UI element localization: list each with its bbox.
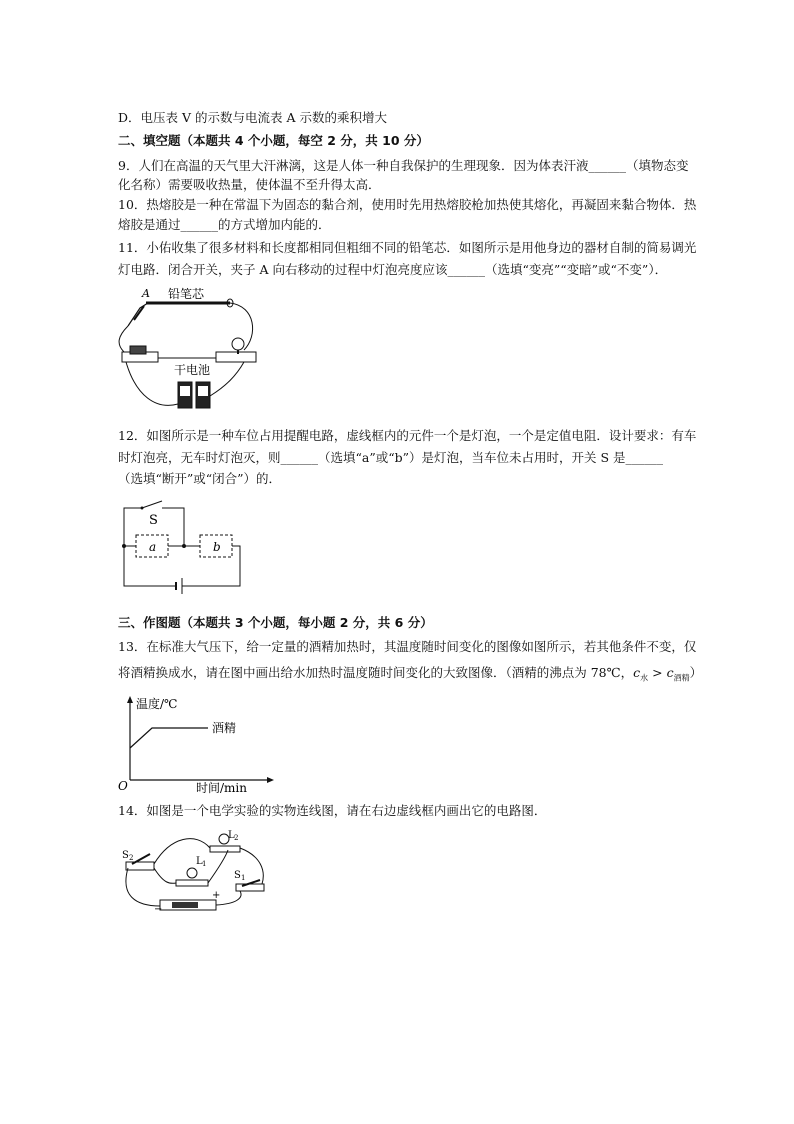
graph-y-label: 温度/℃ [136, 697, 178, 711]
wire-l1-l2 [208, 850, 228, 883]
switch-knife [130, 346, 146, 354]
l1-bulb [187, 868, 197, 878]
q13-sub-water: 水 [640, 673, 649, 683]
q12-text-b: （选填“a”或“b”）是灯泡，当车位未占用时，开关 S 是 [318, 450, 626, 465]
label-s1: S [234, 870, 241, 881]
l2-board [210, 846, 240, 852]
wire-s2-battery [126, 868, 160, 906]
label-a: A [142, 287, 150, 300]
q13-close: ） [689, 665, 703, 680]
bulb-glass [232, 338, 244, 350]
q12-text-a: 时灯泡亮，无车时灯泡灭，则 [118, 450, 281, 465]
q12-line1: 12．如图所示是一种车位占用提醒电路，虚线框内的元件一个是灯泡，一个是定值电阻．设计要求：有车 [118, 428, 697, 443]
clip-a-jaw [134, 306, 144, 320]
q13-sub-alcohol: 酒精 [673, 673, 690, 683]
switch-s-blade [142, 501, 162, 508]
q13-text-a: 将酒精换成水，请在图中画出给水加热时温度随时间变化的大致图像．（酒精的沸点为 78℃， [118, 665, 634, 680]
q9-text-b: （填物态变 [625, 158, 689, 173]
label-s1-sub: 1 [241, 874, 246, 882]
q12-line3: （选填“断开”或“闭合”）的． [118, 471, 282, 486]
q12-blank1: ______ [280, 450, 319, 465]
q11-blank: ______ [447, 262, 485, 277]
q9-line2: 化名称）需要吸收热量，使体温不至升得太高． [118, 177, 381, 192]
label-l1-sub: 1 [202, 860, 207, 868]
graph-curve-label: 酒精 [212, 721, 237, 735]
switch-s-pivot [141, 507, 144, 510]
q10-blank: ______ [180, 217, 219, 232]
q11-figure [116, 286, 266, 414]
graph-alcohol-curve [130, 728, 208, 748]
q10-text-b: 的方式增加内能的． [218, 217, 331, 232]
battery-2-label [198, 386, 208, 396]
section3-heading: 三、作图题（本题共 3 个小题，每小题 2 分，共 6 分） [118, 615, 433, 630]
label-battery: 干电池 [174, 363, 211, 377]
graph-x-label: 时间/min [196, 781, 247, 794]
q11-text-b: （选填“变亮”“变暗”或“不变”）． [484, 262, 668, 277]
graph-y-arrow [127, 696, 133, 703]
battery-1-label [180, 386, 190, 396]
q9-blank: ______ [588, 158, 626, 173]
q12-blank2: ______ [625, 450, 664, 465]
label-s2: S [122, 850, 129, 861]
battery-cell [172, 902, 198, 908]
q10-line2 [118, 217, 678, 233]
graph-origin: O [118, 779, 128, 793]
q13-gt: > [648, 665, 667, 680]
wire-battery-to-bulb [210, 362, 244, 396]
q8-option-d: D．电压表 V 的示数与电流表 A 示数的乘积增大 [118, 110, 387, 125]
label-plus: + [212, 890, 221, 901]
label-pencil-lead: 铅笔芯 [168, 287, 205, 301]
q9-text-a: 9．人们在高温的天气里大汗淋漓，这是人体一种自我保护的生理现象．因为体表汗液 [118, 158, 589, 173]
label-l2-sub: 2 [234, 834, 239, 842]
label-minus: − [154, 904, 163, 915]
q11-text-a: 灯电路．闭合开关，夹子 A 向右移动的过程中灯泡亮度应该 [118, 262, 448, 277]
label-b: b [213, 540, 221, 554]
label-l2: L [228, 830, 235, 841]
wire-s2-l1 [154, 868, 176, 883]
wire-right-bottom [182, 546, 240, 586]
q14-line1: 14．如图是一个电学实验的实物连线图，请在右边虚线框内画出它的电路图． [118, 803, 547, 818]
s1-board [236, 884, 264, 891]
q9-line1 [118, 158, 689, 174]
s2-board [126, 862, 154, 870]
wire-top-left [124, 508, 142, 546]
wire-right [230, 303, 253, 350]
q11-line2 [118, 262, 678, 278]
q13-c-water: c [633, 665, 641, 680]
label-s: S [149, 513, 158, 528]
bulb-board [216, 352, 256, 362]
q11-line1: 11．小佑收集了很多材料和长度都相同但粗细不同的铅笔芯．如图所示是用他身边的器材自制的简易调光 [118, 240, 697, 255]
q13-graph [114, 694, 284, 794]
q14-figure [116, 826, 276, 918]
section2-heading: 二、填空题（本题共 4 个小题，每空 2 分，共 10 分） [118, 133, 429, 148]
graph-x-arrow [267, 777, 274, 783]
q10-text-a: 熔胶是通过 [118, 217, 181, 232]
wire-top-right [162, 508, 184, 546]
wire-switch-to-battery [126, 362, 178, 405]
junction-mid [182, 544, 186, 548]
l1-board [176, 880, 208, 886]
q10-line1: 10．热熔胶是一种在常温下为固态的黏合剂，使用时先用热熔胶枪加热使其熔化，再凝固来黏合物体．热 [118, 197, 697, 212]
q13-line2 [118, 665, 703, 687]
label-a: a [149, 540, 157, 554]
q12-figure [116, 498, 246, 594]
q13-line1: 13．在标准大气压下，给一定量的酒精加热时，其温度随时间变化的图像如图所示，若其他条件不变，仅 [118, 639, 697, 654]
label-l1: L [196, 856, 203, 867]
q13-c-alcohol: c [666, 665, 674, 680]
label-s2-sub: 2 [129, 854, 134, 862]
wire-left [119, 326, 128, 352]
q12-line2 [118, 450, 678, 466]
